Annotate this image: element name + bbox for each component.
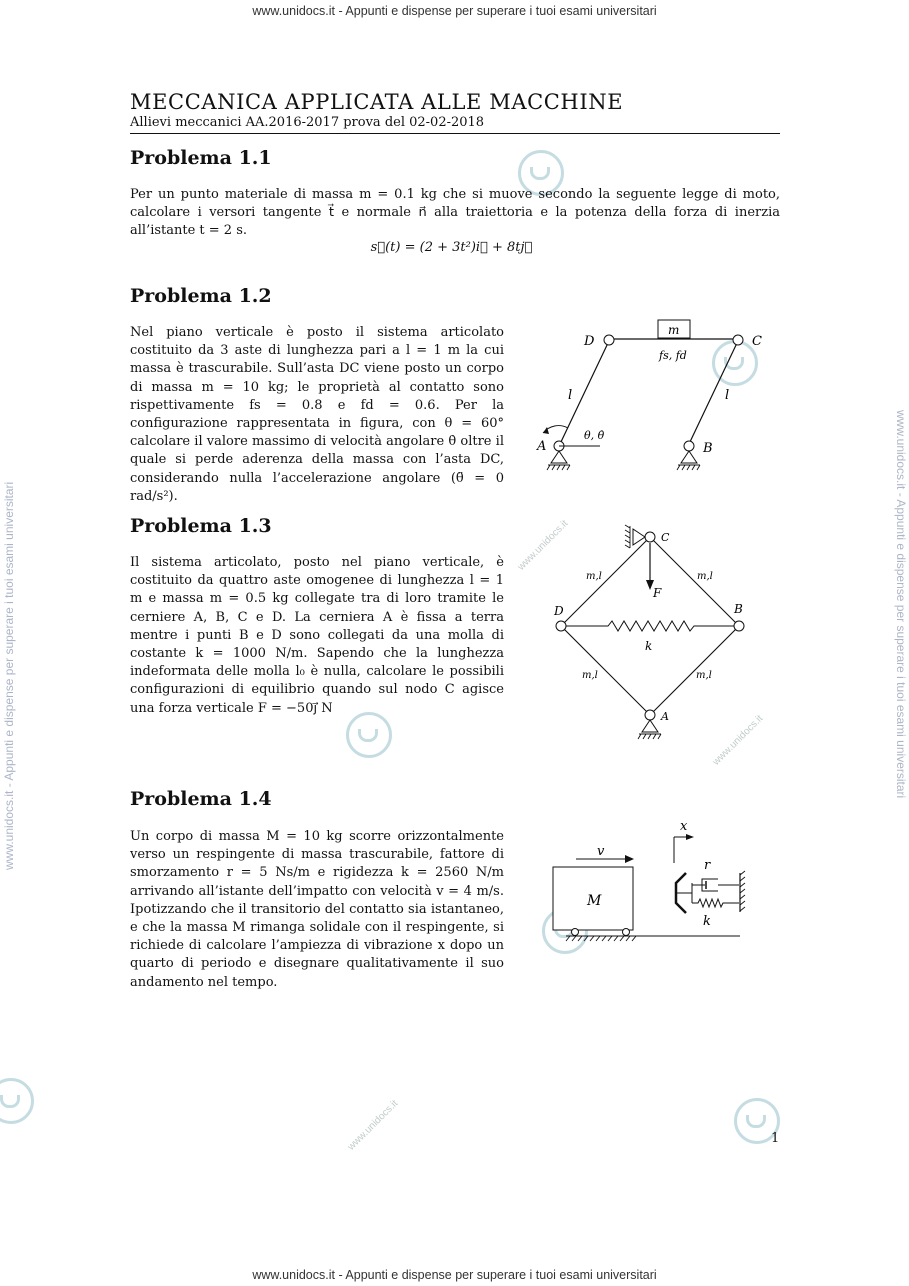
figure-hinge-d [556, 621, 566, 631]
watermark-side-left: www.unidocs.it - Appunti e dispense per superare i tuoi esami universitari [2, 481, 16, 870]
problem-equation: s⃗(t) = (2 + 3t²)i⃗ + 8tj⃗ [370, 240, 533, 255]
figure-label-angle: θ, θ̇ [584, 429, 605, 442]
figure-label-bar: m,l [696, 670, 712, 681]
watermark-side-right: www.unidocs.it - Appunti e dispense per superare i tuoi esami universitari [894, 410, 908, 799]
figure-linkage [530, 315, 780, 485]
watermark-logo-icon [346, 712, 392, 758]
figure-label-mass: M [587, 893, 602, 909]
figure-label-mass: m [668, 323, 680, 337]
problem-title: Problema 1.4 [130, 788, 272, 810]
figure-hinge-c [645, 532, 655, 542]
figure-bar-da [561, 626, 653, 715]
figure-label-b: B [703, 441, 713, 456]
figure-label-length: l [725, 388, 730, 403]
figure-label-bar: m,l [586, 571, 602, 582]
figure-label-b: B [734, 602, 743, 616]
figure-ground-hatch-b [677, 465, 700, 470]
page-number: 1 [771, 1131, 780, 1146]
figure-label-stiffness: k [703, 914, 711, 929]
figure-hinge-b [734, 621, 744, 631]
figure-support-c [633, 529, 645, 545]
figure-label-bar: m,l [697, 571, 713, 582]
figure-label-a: A [537, 439, 547, 454]
figure-label-spring: k [645, 639, 653, 653]
figure-label-c: C [752, 334, 762, 349]
figure-ground-hatch-a [547, 465, 570, 470]
figure-label-length: l [568, 388, 573, 403]
problem-text: Un corpo di massa M = 10 kg scorre orizzontalmente verso un respingente di massa trascurabile, fattore di smorzamento r = 5 Ns/m e rigidezza k = 2560 N/m arrivando all’istante dell’impatto con velocità v = 4 m/s. Ipotizzando che il transitorio del contatto sia istantaneo, e che la massa M rimanga solidale con il respingente, si richiede di calcolare l’ampiezza di vibrazione x dopo un quarto di periodo e disegnare qualitativamente il suo andamento nel tempo. [130, 829, 504, 990]
figure-spring [692, 899, 739, 907]
problem-title: Problema 1.2 [130, 285, 272, 307]
problem-text: Nel piano verticale è posto il sistema articolato costituito da 3 aste di lunghezza pari a l = 1 m la cui massa è trascurabile. Sull’asta DC viene posto un corpo di massa m = 10 kg; le proprietà al contatto sono rispettivamente fs = 0.8 e fd = 0.6. Per la configurazione rappresentata in figura, con θ = 60° calcolare il valore massimo di velocità angolare θ̇ oltre il quale si perde aderenza della massa con l’asta DC, considerando nulla l’accelerazione angolare (θ̈ = 0 rad/s²). [130, 325, 504, 504]
figure-label-velocity: v [597, 844, 605, 859]
watermark-bottom: www.unidocs.it - Appunti e dispense per superare i tuoi esami universitari [252, 1268, 657, 1282]
problem-title: Problema 1.3 [130, 515, 272, 537]
figure-hinge-b [684, 441, 694, 451]
watermark-diagonal-text: www.unidocs.it [515, 518, 571, 573]
figure-wall-hatch-c [625, 525, 630, 548]
figure-x-axis-arrowhead [686, 834, 694, 840]
watermark-logo-icon [0, 1078, 34, 1124]
figure-label-d: D [554, 604, 564, 618]
figure-label-d: D [584, 334, 595, 349]
figure-support-a [551, 451, 567, 463]
figure-label-x: x [680, 819, 688, 834]
watermark-diagonal-text: www.unidocs.it [710, 713, 766, 768]
figure-wall-hatch [740, 871, 745, 911]
figure-bar-cb [650, 537, 739, 626]
figure-support-a [642, 720, 658, 732]
header-divider [130, 133, 780, 134]
figure-bar-ba [650, 626, 739, 715]
figure-label-c: C [661, 531, 670, 544]
figure-spring [566, 621, 734, 631]
page-subtitle: Allievi meccanici AA.2016-2017 prova del 02-02-2018 [130, 115, 485, 130]
problem-text: Per un punto materiale di massa m = 0.1 kg che si muove secondo la seguente legge di moto, calcolare i versori tangente t⃗ e normale n⃗ alla traiettoria e la potenza della forza di inerzia all’istante t = 2 s. [130, 187, 780, 239]
figure-label-force: F [653, 586, 662, 600]
figure-wheel [623, 929, 630, 936]
problem-title: Problema 1.1 [130, 147, 272, 169]
watermark-diagonal-text: www.unidocs.it [345, 1098, 401, 1153]
figure-bar-cd [561, 537, 650, 626]
watermark-top: www.unidocs.it - Appunti e dispense per superare i tuoi esami universitari [252, 4, 657, 18]
figure-ground-hatch-a [638, 734, 661, 739]
figure-label-bar: m,l [582, 670, 598, 681]
figure-hinge-c [733, 335, 743, 345]
figure-label-damping: r [704, 858, 711, 873]
figure-hinge-d [604, 335, 614, 345]
figure-wheel [572, 929, 579, 936]
figure-buffer [540, 815, 755, 950]
figure-support-b [681, 451, 697, 463]
page-title: MECCANICA APPLICATA ALLE MACCHINE [130, 90, 624, 114]
figure-bar-bc [689, 343, 737, 444]
figure-hinge-a [645, 710, 655, 720]
figure-rhombus [540, 520, 770, 745]
figure-velocity-arrowhead [625, 855, 634, 863]
figure-ground-hatch [566, 936, 636, 941]
figure-label-friction: fs, fd [659, 349, 687, 362]
figure-label-a: A [661, 710, 669, 723]
problem-text: Il sistema articolato, posto nel piano verticale, è costituito da quattro aste omogenee di lunghezza l = 1 m e massa m = 0.5 kg collegate tra di loro tramite le cerniere A, B, C e D. La cerniera A è fissa a terra mentre i punti B e D sono collegati da una molla di costante k = 1000 N/m. Sapendo che la lunghezza indeformata delle molla l₀ è nulla, calcolare le possibili configurazioni di equilibrio quando sul nodo C agisce una forza verticale F = −50j⃗ N [130, 555, 504, 716]
